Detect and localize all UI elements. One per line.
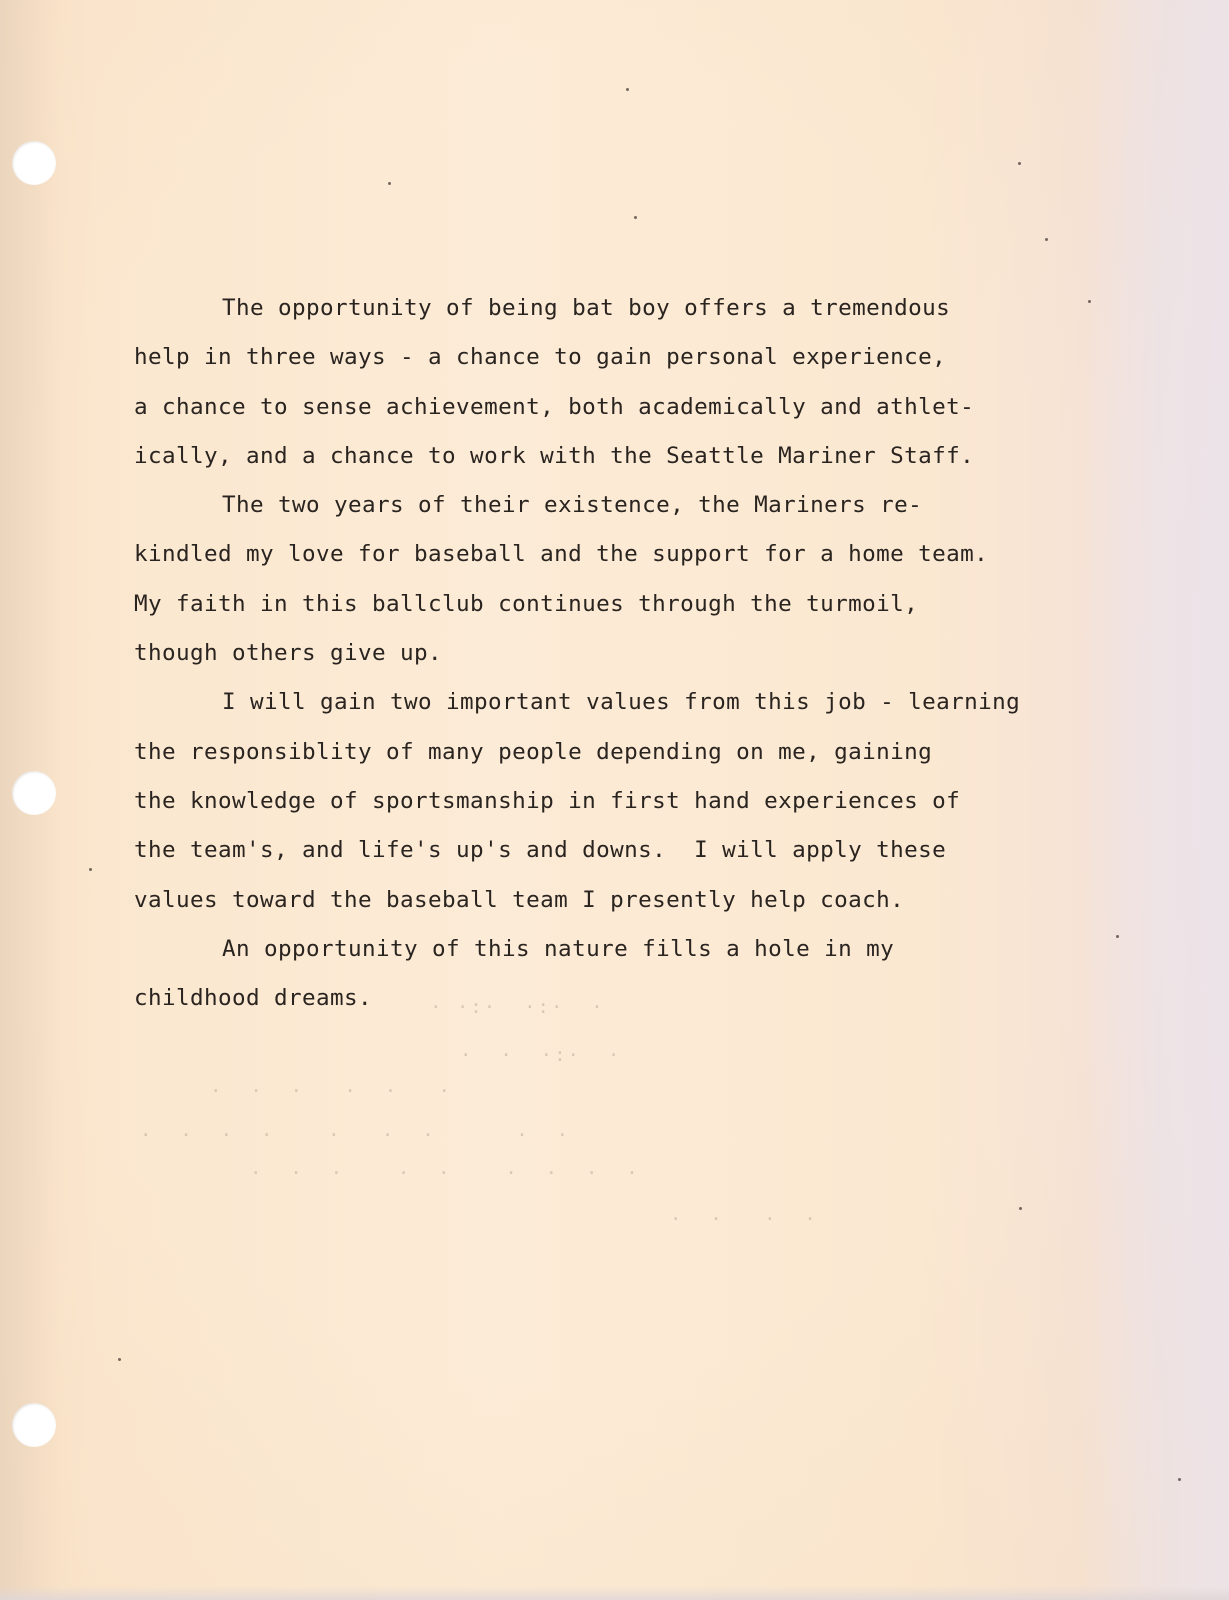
text-line: the knowledge of sportsmanship in first hand experiences of [134,787,961,814]
bleed-through-marks: · · · · [670,1208,818,1230]
text-line: though others give up. [134,640,443,667]
text-line: My faith in this ballclub continues through the turmoil, [134,590,919,617]
text-line: ically, and a chance to work with the Seattle Mariner Staff. [134,442,975,469]
speck [1116,935,1119,938]
text-line: the responsiblity of many people depending on me, gaining [134,738,933,765]
speck [1018,162,1021,165]
bleed-through-marks: · · ·:· · [460,1044,622,1066]
binder-hole-bottom [12,1403,56,1447]
bleed-through-marks: · · · · · · [210,1080,452,1102]
text-line: values toward the baseball team I presently help coach. [134,886,905,913]
binder-hole-middle [12,771,56,815]
text-line: a chance to sense achievement, both academically and athlet- [134,393,975,420]
bleed-through-marks: · · · · · · · · · [140,1124,571,1146]
speck [118,1358,121,1361]
letter-body [134,284,1094,1023]
text-line: An opportunity of this nature fills a hole in my [222,935,895,962]
text-line: I will gain two important values from this job - learning [222,689,1021,716]
bleed-through-marks: · · · · · · · · · [250,1162,640,1184]
paragraph-4 [134,925,1094,1024]
binder-hole-top [12,141,56,185]
text-line: kindled my love for baseball and the support for a home team. [134,541,989,568]
paper-right-edge-tint [1079,0,1229,1600]
speck [1019,1207,1022,1210]
speck [1045,238,1048,241]
paragraph-1 [134,284,1094,481]
text-line: help in three ways - a chance to gain personal experience, [134,344,947,371]
bleed-through-marks: · ·:· ·:· · [430,996,605,1018]
paragraph-2 [134,481,1094,678]
speck [634,216,637,219]
speck [89,868,92,871]
speck [626,88,629,91]
paragraph-3 [134,678,1094,924]
text-line: the team's, and life's up's and downs. I will apply these [134,837,947,864]
text-line: The opportunity of being bat boy offers a tremendous [222,295,951,321]
text-line: childhood dreams. [134,985,373,1012]
paper-bottom-edge [0,1586,1229,1600]
speck [388,182,391,185]
text-line: The two years of their existence, the Mariners re- [222,492,923,519]
speck [1178,1478,1181,1481]
